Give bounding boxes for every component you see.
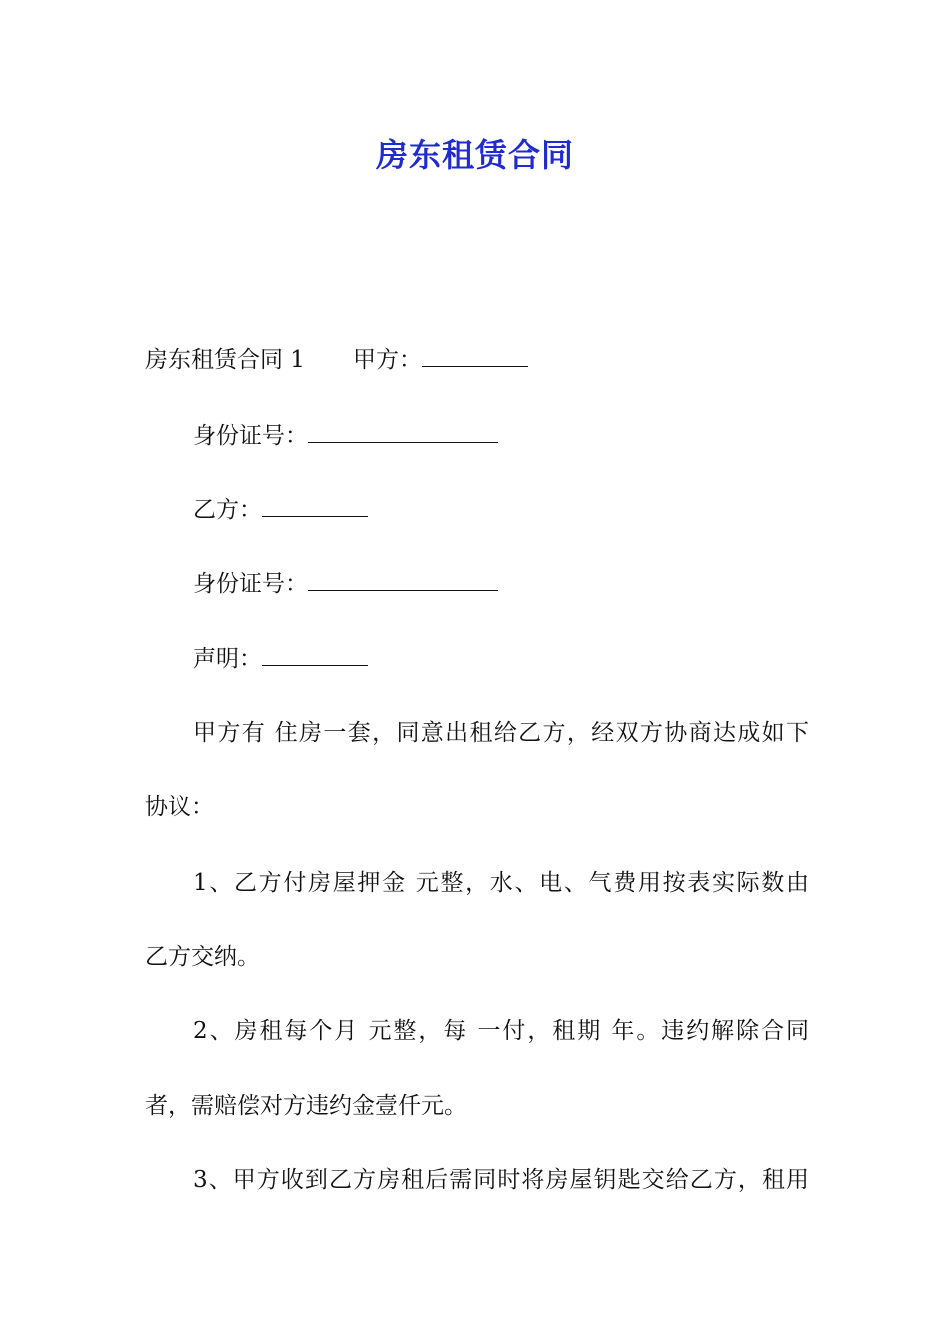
paragraph-line: 协议： — [145, 794, 214, 820]
contract-label: 房东租赁合同 1 — [145, 347, 305, 373]
paragraph-line: 3、甲方收到乙方房租后需同时将房屋钥匙交给乙方，租用 — [193, 1167, 809, 1193]
id-a-blank — [308, 420, 498, 443]
party-a-blank — [422, 344, 528, 367]
field-party-b — [145, 494, 857, 526]
paragraph-line: 1、乙方付房屋押金 元整，水、电、气费用按表实际数由 — [193, 870, 809, 896]
id-b-blank — [308, 568, 498, 591]
field-label: 身份证号： — [193, 571, 308, 597]
field-label: 身份证号： — [193, 423, 308, 449]
field-id-b — [145, 568, 857, 600]
paragraph-line: 甲方有 住房一套，同意出租给乙方，经双方协商达成如下 — [193, 720, 809, 746]
paragraph-line: 2、房租每个月 元整，每 一付，租期 年。违约解除合同 — [193, 1018, 809, 1044]
party-b-blank — [262, 494, 368, 517]
field-label: 乙方： — [193, 497, 262, 523]
field-statement — [145, 643, 857, 675]
field-label: 声明： — [193, 646, 262, 672]
party-a-label: 甲方： — [352, 347, 422, 373]
field-id-a — [145, 420, 857, 452]
document-title: 房东租赁合同 — [375, 136, 574, 174]
statement-blank — [262, 643, 368, 666]
header-line — [145, 344, 809, 376]
paragraph-line: 者，需赔偿对方违约金壹仟元。 — [145, 1093, 467, 1119]
paragraph-line: 乙方交纳。 — [145, 944, 260, 970]
